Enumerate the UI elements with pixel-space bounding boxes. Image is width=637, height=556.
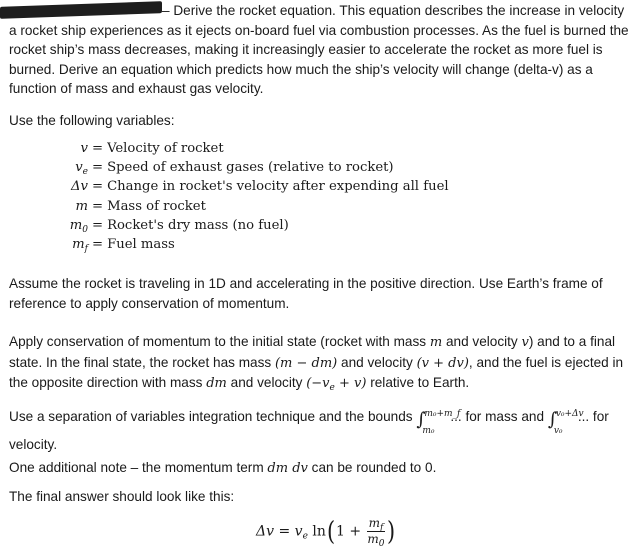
mass-ratio-fraction: $\frac{m_f}{m_0}$ bbox=[367, 516, 385, 549]
variable-description: Fuel mass bbox=[107, 236, 175, 252]
intro-paragraph bbox=[9, 1, 633, 99]
final-equation: $\Delta v = v_e$ ln(1 + $\frac{m_f}{m_0}$ ) bbox=[256, 516, 396, 549]
variable-description: Change in rocket's velocity after expending all fuel bbox=[107, 179, 449, 195]
variable-symbol: m bbox=[72, 236, 85, 252]
variable-symbol: Δv bbox=[71, 179, 88, 195]
variables-heading: Use the following variables: bbox=[9, 113, 175, 128]
variable-symbol: v bbox=[75, 160, 83, 176]
variable-symbol: m bbox=[75, 198, 88, 214]
assume-paragraph: Assume the rocket is traveling in 1D and accelerating in the positive direction. Use Earth’s frame of reference to apply conservation of momentum. bbox=[9, 276, 603, 311]
variable-row: v = Velocity of rocket bbox=[80, 141, 224, 156]
final-intro: The final answer should look like this: bbox=[9, 489, 235, 504]
intro-text: – Derive the rocket equation. This equation describes the increase in velocity a rocket ship experiences as it ejects on-board fuel via combustion processes. As the fuel is burned the rocket ship’s mass decreases, making it increasingly easier to accelerate the rocket as more fuel is burned. Derive an equation which predicts how much the ship’s velocity will change (delta-v) as a function of mass and exhaust gas velocity. bbox=[9, 3, 629, 97]
apply-paragraph: Apply conservation of momentum to the initial state (rocket with mass m and velocity v) and to a final state. In the final state, the rocket has mass (m − dm) and velocity (v + dv), and the fuel is ejected in the opposite direction with mass dm and velocity $(-v_e + v)$ relative to Earth. bbox=[9, 334, 624, 394]
variable-description: Velocity of rocket bbox=[107, 141, 224, 156]
separation-paragraph: Use a separation of variables integration technique and the bounds ∫ m₀+m_f m₀ ... for mass and ∫ v₀+Δv v₀ ... for velocity. bbox=[9, 409, 609, 452]
mass-integral-bounds: ∫ m₀+m_f m₀ bbox=[416, 409, 461, 436]
variable-description: Rocket's dry mass (no fuel) bbox=[107, 217, 289, 233]
note-paragraph: One additional note – the momentum term dm dv can be rounded to 0. bbox=[9, 460, 437, 476]
variable-symbol: m bbox=[69, 217, 83, 233]
variable-symbol: v bbox=[80, 141, 88, 156]
variable-list bbox=[60, 139, 449, 254]
variable-row: m = Mass of rocket bbox=[75, 198, 206, 214]
variable-description: Mass of rocket bbox=[107, 198, 206, 214]
variable-description: Speed of exhaust gases (relative to rocket) bbox=[107, 160, 394, 176]
variable-row: $v_e$ = Speed of exhaust gases (relative to rocket) bbox=[75, 160, 394, 178]
variable-row: $m_f$ = Fuel mass bbox=[72, 236, 175, 254]
variable-row: Δv = Change in rocket's velocity after expending all fuel bbox=[71, 179, 449, 195]
variable-row: $m_0$ = Rocket's dry mass (no fuel) bbox=[69, 217, 289, 235]
redacted-title bbox=[0, 1, 162, 19]
velocity-integral-bounds: ∫ v₀+Δv v₀ bbox=[547, 409, 584, 436]
